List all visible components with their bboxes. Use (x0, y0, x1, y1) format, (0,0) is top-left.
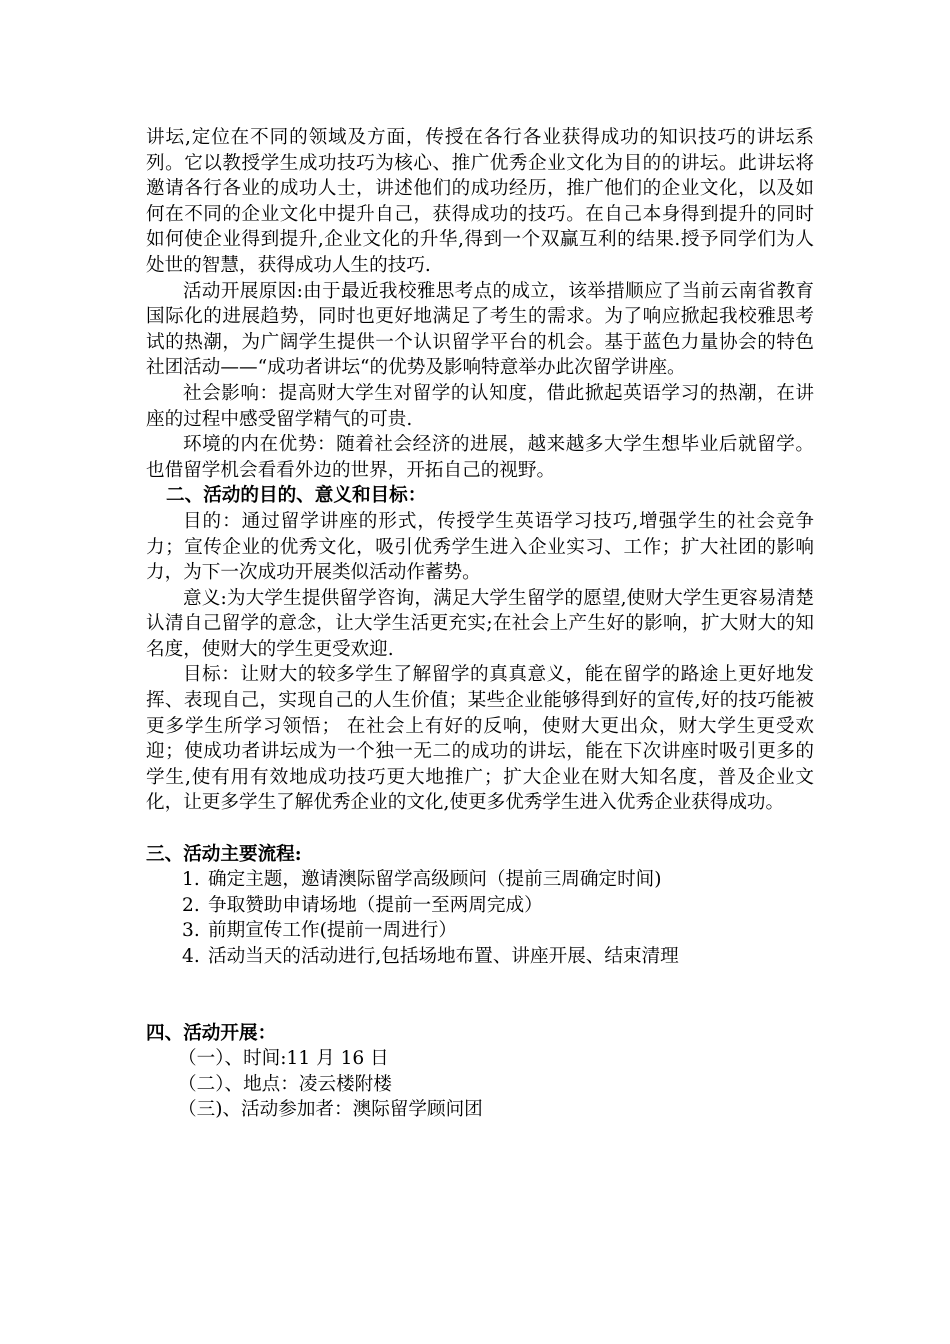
impact-paragraph: 社会影响：提高财大学生对留学的认知度，借此掀起英语学习的热潮，在讲座的过程中感受留学精气的可贵. (146, 382, 814, 430)
list-text: 确定主题，邀请澳际留学高级顾问（提前三周确定时间) (208, 869, 662, 891)
spacer (146, 970, 814, 1021)
purpose-paragraph: 目的：通过留学讲座的形式，传授学生英语学习技巧,增强学生的社会竞争力；宣传企业的优秀文化，吸引优秀学生进入企业实习、工作；扩大社团的影响力，为下一次成功开展类似活动作蓄势。 (146, 510, 814, 584)
list-number: 4. (182, 946, 200, 967)
activity-participants: （三)、活动参加者：澳际留学顾问团 (178, 1099, 483, 1121)
flow-list (146, 867, 814, 969)
list-item (146, 893, 814, 919)
advantage-paragraph: 环境的内在优势：随着社会经济的进展，越来越多大学生想毕业后就留学。也借留学机会看看外边的世界，开拓自己的视野。 (146, 434, 814, 481)
list-item (146, 944, 814, 970)
list-text: 活动当天的活动进行,包括场地布置、讲座开展、结束清理 (208, 946, 679, 967)
goal-paragraph: 目标：让财大的较多学生了解留学的真真意义，能在留学的路途上更好地发挥、表现自己，实现自己的人生价值；某些企业能够得到好的宣传,好的技巧能被更多学生所学习领悟； 在社会上有好的反响，使财大更出众，财大学生更受欢迎；使成功者讲坛成为一个独一无二的成功的讲坛，能在下次讲座时吸引更多的学生,使有用有效地成功技巧更大地推广；扩大企业在财大知名度，普及企业文化，让更多学生了解优秀企业的文化,使更多优秀学生进入优秀企业获得成功。 (146, 664, 814, 814)
list-item (146, 918, 814, 944)
meaning-paragraph: 意义:为大学生提供留学咨询，满足大学生留学的愿望,使财大学生更容易清楚认清自己留学的意念，让大学生活更充实;在社会上产生好的影响，扩大财大的知名度，使财大的学生更受欢迎. (146, 587, 814, 660)
section-4-heading: 四、活动开展： (146, 1022, 277, 1044)
reason-paragraph: 活动开展原因:由于最近我校雅思考点的成立，该举措顺应了当前云南省教育国际化的进展趋势，同时也更好地满足了考生的需求。为了响应掀起我校雅思考试的热潮，为广阔学生提供一个认识留学平台的机会。基于蓝色力量协会的特色社团活动——“成功者讲坛“的优势及影响特意举办此次留学讲座。 (146, 280, 814, 379)
list-number: 3. (182, 920, 200, 942)
section-2-heading: 二、活动的目的、意义和目标： (166, 485, 427, 507)
list-item (146, 867, 814, 893)
intro-paragraph: 讲坛,定位在不同的领域及方面，传授在各行各业获得成功的知识技巧的讲坛系列。它以教授学生成功技巧为核心、推广优秀企业文化为目的的讲坛。此讲坛将邀请各行各业的成功人士，讲述他们的成功经历，推广他们的企业文化，以及如何在不同的企业文化中提升自己，获得成功的技巧。在自己本身得到提升的同时如何使企业得到提升,企业文化的升华,得到一个双赢互利的结果.授予同学们为人处世的智慧，获得成功人生的技巧. (146, 127, 814, 276)
section-3-heading: 三、活动主要流程: (146, 843, 302, 865)
activity-place: （二）、地点：凌云楼附楼 (178, 1073, 392, 1095)
list-number: 1. (182, 869, 200, 891)
activity-time: （一）、时间:11 月 16 日 (178, 1048, 389, 1070)
list-text: 争取赞助申请场地（提前一至两周完成） (208, 894, 543, 916)
document-body (146, 125, 814, 1123)
list-number: 2. (182, 894, 200, 916)
list-text: 前期宣传工作(提前一周进行） (208, 920, 457, 942)
spacer (146, 816, 814, 842)
